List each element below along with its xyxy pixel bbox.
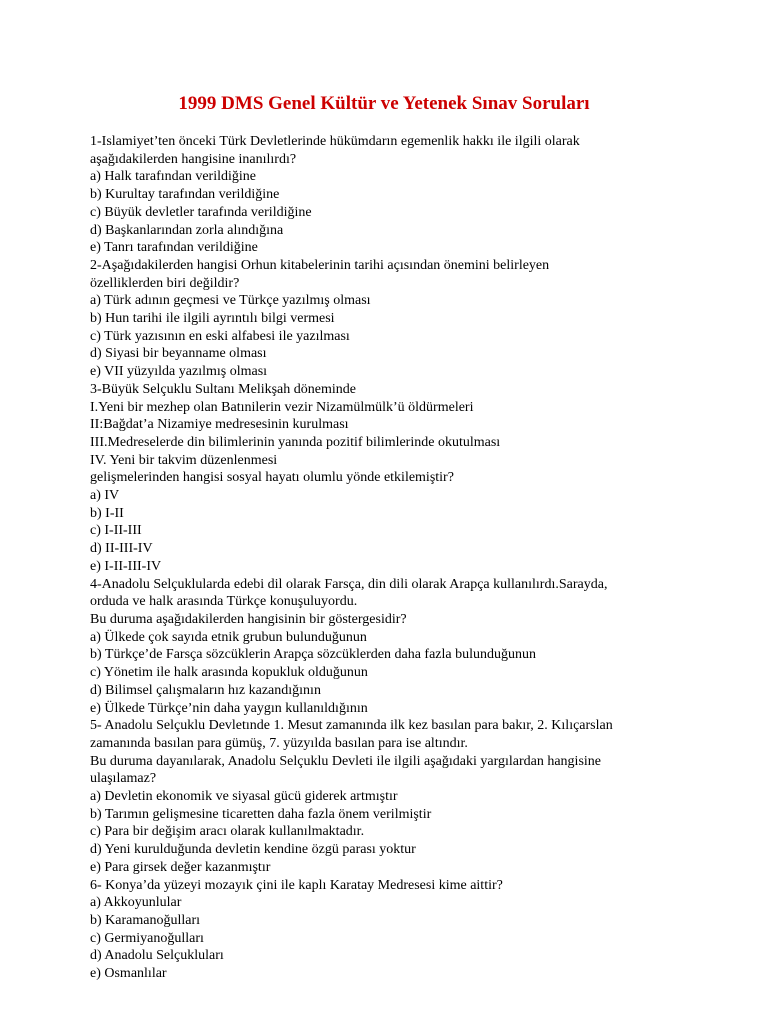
text-line: 2-Aşağıdakilerden hangisi Orhun kitabelerinin tarihi açısından önemini belirleyen	[90, 257, 550, 273]
text-line: d) Başkanlarından zorla alındığına	[90, 222, 284, 238]
text-line: e) VII yüzyılda yazılmış olması	[90, 364, 268, 380]
text-line: b) I-II	[90, 505, 124, 521]
text-line: IV. Yeni bir takvim düzenlenmesi	[90, 452, 278, 468]
text-line: b) Türkçe’de Farsça sözcüklerin Arapça sözcüklerden daha fazla bulunduğunun	[90, 647, 537, 663]
text-line: Bu duruma dayanılarak, Anadolu Selçuklu Devleti ile ilgili aşağıdaki yargılardan hangisine	[90, 753, 601, 769]
text-line: a) IV	[90, 488, 120, 504]
text-line: e) Para girsek değer kazanmıştır	[90, 859, 271, 875]
text-line: 4-Anadolu Selçuklularda edebi dil olarak Farsça, din dili olarak Arapça kullanılırdı.Sarayda,	[90, 576, 608, 592]
text-line: 3-Büyük Selçuklu Sultanı Melikşah döneminde	[90, 381, 356, 397]
text-line: a) Türk adının geçmesi ve Türkçe yazılmış olması	[90, 293, 371, 309]
text-line: gelişmelerinden hangisi sosyal hayatı olumlu yönde etkilemiştir?	[90, 470, 454, 486]
text-line: d) Bilimsel çalışmaların hız kazandığının	[90, 682, 321, 698]
text-line: e) I-II-III-IV	[90, 558, 162, 574]
text-line: b) Hun tarihi ile ilgili ayrıntılı bilgi vermesi	[90, 311, 335, 327]
text-line: c) Yönetim ile halk arasında kopukluk olduğunun	[90, 665, 368, 681]
text-line: e) Osmanlılar	[90, 966, 167, 982]
text-line: c) Germiyanoğulları	[90, 930, 204, 946]
text-line: b) Tarımın gelişmesine ticaretten daha fazla önem verilmiştir	[90, 806, 432, 822]
text-line: ulaşılamaz?	[90, 771, 157, 787]
text-line: c) Büyük devletler tarafında verildiğine	[90, 204, 312, 220]
text-line: c) I-II-III	[90, 523, 142, 539]
text-line: a) Akkoyunlular	[90, 895, 182, 911]
text-line: b) Karamanoğulları	[90, 912, 201, 928]
text-line: e) Tanrı tarafından verildiğine	[90, 240, 258, 256]
text-line: c) Türk yazısının en eski alfabesi ile yazılması	[90, 328, 350, 344]
text-line: d) II-III-IV	[90, 541, 153, 557]
text-line: III.Medreselerde din bilimlerinin yanında pozitif bilimlerinde okutulması	[90, 434, 501, 450]
text-line: d) Anadolu Selçukluları	[90, 948, 224, 964]
text-line: a) Halk tarafından verildiğine	[90, 169, 256, 185]
text-line: 1-Islamiyet’ten önceki Türk Devletlerinde hükümdarın egemenlik hakkı ile ilgili olarak	[90, 134, 580, 149]
text-line: I.Yeni bir mezhep olan Batınilerin vezir Nizamülmülk’ü öldürmeleri	[90, 399, 474, 415]
text-line: orduda ve halk arasında Türkçe konuşuluyordu.	[90, 594, 358, 610]
text-line: d) Siyasi bir beyanname olması	[90, 346, 267, 362]
text-line: a) Devletin ekonomik ve siyasal gücü giderek artmıştır	[90, 789, 398, 805]
text-line: 5- Anadolu Selçuklu Devletınde 1. Mesut zamanında ilk kez basılan para bakır, 2. Kılıçarslan	[90, 718, 613, 734]
text-line: II:Bağdat’a Nizamiye medresesinin kurulması	[90, 417, 349, 433]
text-line: aşağıdakilerden hangisine inanılırdı?	[90, 151, 297, 167]
text-line: b) Kurultay tarafından verildiğine	[90, 187, 280, 203]
text-line: zamanında basılan para gümüş, 7. yüzyılda basılan para ise altındır.	[90, 735, 468, 751]
text-line: a) Ülkede çok sayıda etnik grubun bulunduğunun	[90, 629, 367, 645]
text-line: e) Ülkede Türkçe’nin daha yaygın kullanıldığının	[90, 700, 368, 716]
text-line: özelliklerden biri değildir?	[90, 275, 240, 291]
text-line: 6- Konya’da yüzeyi mozayık çini ile kaplı Karatay Medresesi kime aittir?	[90, 877, 503, 893]
document-title: 1999 DMS Genel Kültür ve Yetenek Sınav Soruları	[178, 93, 590, 114]
text-line: c) Para bir değişim aracı olarak kullanılmaktadır.	[90, 824, 365, 840]
document-body	[90, 133, 730, 983]
text-line: d) Yeni kurulduğunda devletin kendine özgü parası yoktur	[90, 842, 416, 858]
text-line: Bu duruma aşağıdakilerden hangisinin bir göstergesidir?	[90, 611, 407, 627]
